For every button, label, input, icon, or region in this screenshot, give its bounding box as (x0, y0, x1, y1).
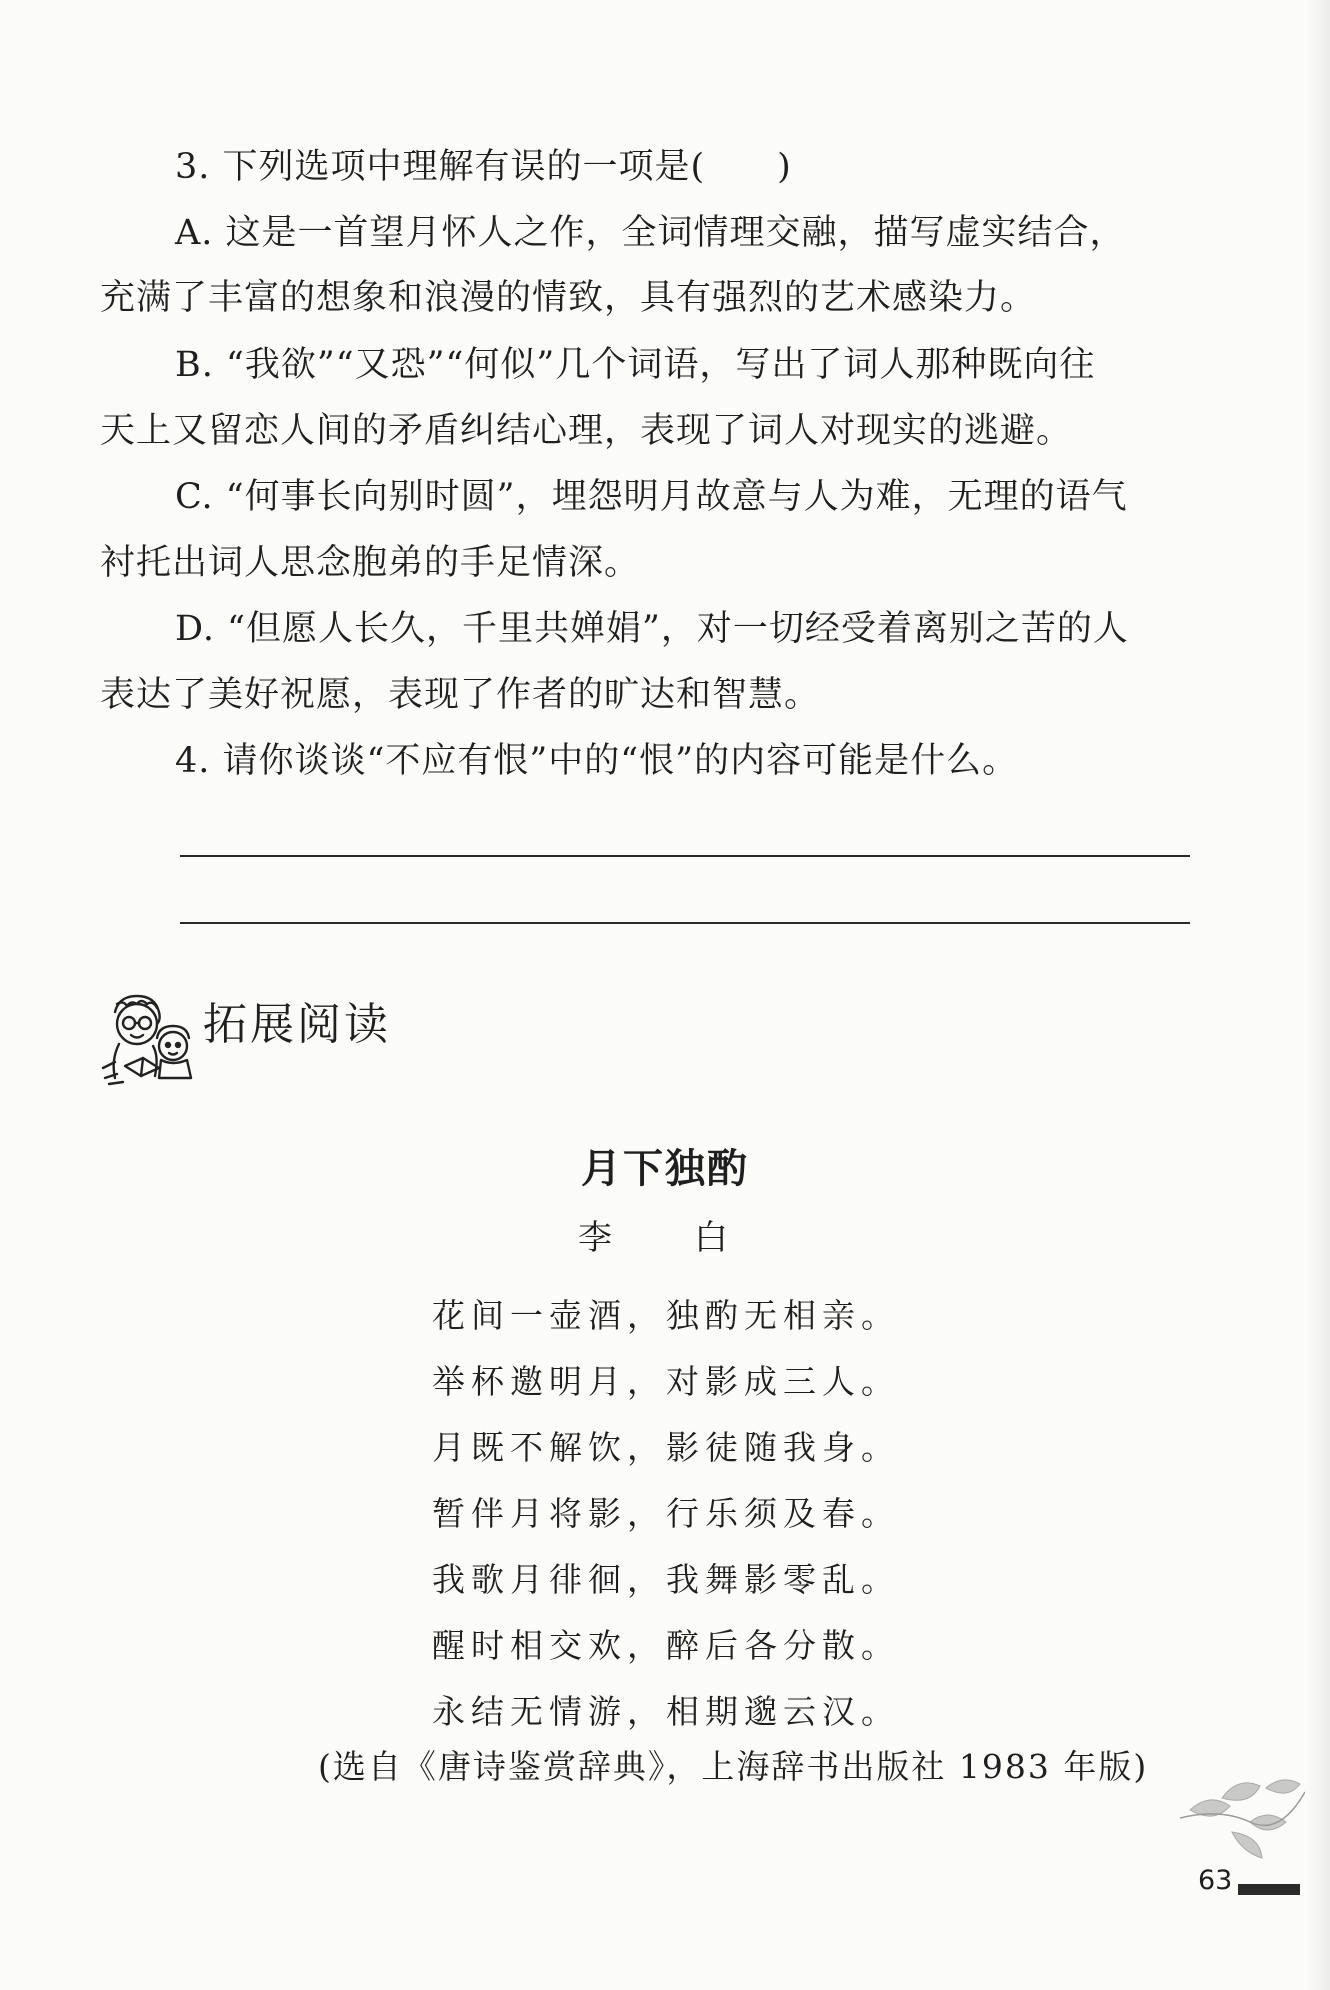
option-d-line-2: 表达了美好祝愿，表现了作者的旷达和智慧。 (100, 675, 821, 715)
poem-line: 醒时相交欢，醉后各分散。 (432, 1626, 900, 1665)
answer-line-2[interactable] (180, 922, 1190, 924)
poem-author: 李 白 (578, 1218, 752, 1258)
option-c-line-1: C. “何事长向别时圆”，埋怨明月故意与人为难，无理的语气 (175, 477, 1128, 517)
poem-line: 举杯邀明月，对影成三人。 (432, 1362, 900, 1401)
poem-line: 暂伴月将影，行乐须及春。 (432, 1494, 900, 1533)
poem-title: 月下独酌 (581, 1146, 749, 1192)
option-d-line-1: D. “但愿人长久，千里共婵娟”，对一切经受着离别之苦的人 (175, 609, 1129, 649)
reading-children-icon (95, 990, 205, 1094)
question-4-stem: 4. 请你谈谈“不应有恨”中的“恨”的内容可能是什么。 (175, 741, 1019, 781)
poem-line: 我歌月徘徊，我舞影零乱。 (432, 1560, 900, 1599)
poem-line: 花间一壶酒，独酌无相亲。 (432, 1296, 900, 1335)
option-b-line-1: B. “我欲”“又恐”“何似”几个词语，写出了词人那种既向往 (175, 345, 1096, 385)
page-number: 63 (1198, 1865, 1233, 1896)
poem-line: 月既不解饮，影徒随我身。 (432, 1428, 900, 1467)
option-a-line-2: 充满了丰富的想象和浪漫的情致，具有强烈的艺术感染力。 (100, 278, 1037, 318)
option-b-line-2: 天上又留恋人间的矛盾纠结心理，表现了词人对现实的逃避。 (100, 411, 1073, 451)
option-c-line-2: 衬托出词人思念胞弟的手足情深。 (100, 543, 641, 583)
poem-line: 永结无情游，相期邈云汉。 (432, 1692, 900, 1731)
page-number-bar (1238, 1884, 1300, 1895)
question-3-stem: 3. 下列选项中理解有误的一项是( ) (175, 147, 792, 187)
option-a-line-1: A. 这是一首望月怀人之作，全词情理交融，描写虚实结合， (175, 213, 1126, 253)
leaf-branch-icon (1180, 1770, 1305, 1874)
page-edge-shadow (1306, 0, 1330, 1990)
answer-line-1[interactable] (180, 855, 1190, 857)
section-title: 拓展阅读 (203, 999, 391, 1050)
poem-source: (选自《唐诗鉴赏辞典》，上海辞书出版社 1983 年版) (318, 1747, 1149, 1786)
